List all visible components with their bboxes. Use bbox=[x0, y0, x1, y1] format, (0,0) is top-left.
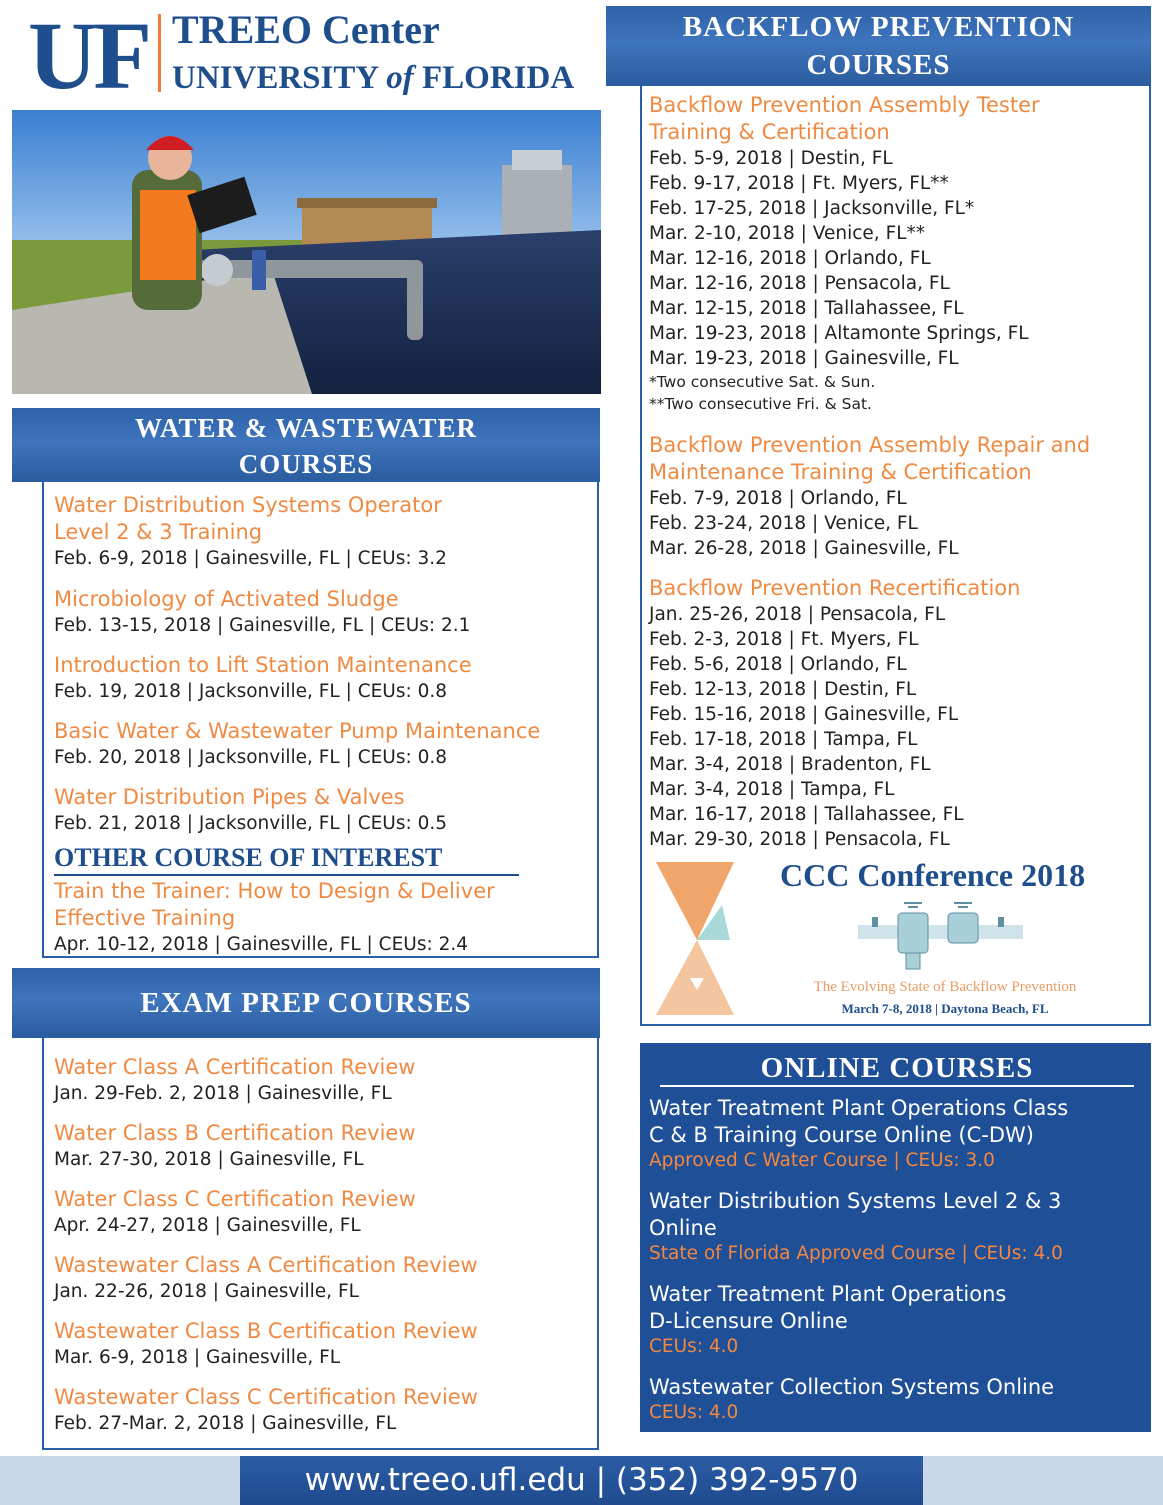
course-detail: Mar. 6-9, 2018 | Gainesville, FL bbox=[54, 1347, 341, 1368]
online-course-item bbox=[649, 1188, 1063, 1266]
course-item bbox=[54, 492, 447, 571]
course-item bbox=[649, 432, 1090, 561]
online-courses-heading: ONLINE COURSES bbox=[660, 1051, 1134, 1087]
course-title[interactable]: Train the Trainer: How to Design & Deliver bbox=[54, 879, 495, 903]
banner-line-2: COURSES bbox=[238, 449, 374, 479]
date-row: Feb. 15-16, 2018 | Gainesville, FL bbox=[649, 704, 959, 725]
course-title[interactable]: Wastewater Class B Certification Review bbox=[54, 1319, 478, 1343]
exam-prep-banner: EXAM PREP COURSES bbox=[12, 968, 600, 1038]
course-item bbox=[54, 1054, 415, 1106]
university-of: of bbox=[386, 60, 414, 96]
footnote: *Two consecutive Sat. & Sun. bbox=[649, 373, 876, 391]
banner-line-2: COURSES bbox=[806, 49, 951, 81]
university-post: FLORIDA bbox=[413, 60, 575, 96]
course-title[interactable]: Backflow Prevention Recertification bbox=[649, 576, 1021, 600]
course-item bbox=[54, 784, 447, 836]
course-item bbox=[54, 1318, 478, 1370]
date-row: Mar. 26-28, 2018 | Gainesville, FL bbox=[649, 538, 959, 559]
online-course-title[interactable]: Water Treatment Plant Operations Class bbox=[649, 1096, 1069, 1120]
conference-title: CCC Conference 2018 bbox=[780, 857, 1086, 893]
course-item bbox=[54, 1186, 416, 1238]
course-detail: Jan. 29-Feb. 2, 2018 | Gainesville, FL bbox=[54, 1083, 392, 1104]
course-item bbox=[54, 652, 472, 704]
online-course-item bbox=[649, 1281, 1006, 1359]
course-detail: Feb. 21, 2018 | Jacksonville, FL | CEUs: 0.5 bbox=[54, 813, 448, 834]
other-course-heading: OTHER COURSE OF INTEREST bbox=[54, 842, 519, 876]
course-detail: Feb. 13-15, 2018 | Gainesville, FL | CEUs: 2.1 bbox=[54, 615, 471, 636]
course-detail: Jan. 22-26, 2018 | Gainesville, FL bbox=[54, 1281, 359, 1302]
date-row: Feb. 12-13, 2018 | Destin, FL bbox=[649, 679, 917, 700]
online-courses-panel bbox=[640, 1043, 1151, 1432]
online-course-detail: CEUs: 4.0 bbox=[649, 1336, 739, 1357]
conference-subtitle: The Evolving State of Backflow Prevention bbox=[813, 979, 1077, 995]
date-row: Mar. 12-15, 2018 | Tallahassee, FL bbox=[649, 298, 964, 319]
date-row: Feb. 17-25, 2018 | Jacksonville, FL* bbox=[649, 198, 975, 219]
date-row: Mar. 12-16, 2018 | Orlando, FL bbox=[649, 248, 931, 269]
online-course-title-cont[interactable]: C & B Training Course Online (C-DW) bbox=[649, 1123, 1034, 1147]
date-row: Jan. 25-26, 2018 | Pensacola, FL bbox=[649, 604, 946, 625]
course-title[interactable]: Water Class B Certification Review bbox=[54, 1121, 416, 1145]
online-course-title-cont[interactable]: Online bbox=[649, 1216, 717, 1240]
course-item bbox=[54, 1120, 416, 1172]
course-detail: Apr. 24-27, 2018 | Gainesville, FL bbox=[54, 1215, 361, 1236]
course-title-cont[interactable]: Level 2 & 3 Training bbox=[54, 520, 263, 544]
date-row: Feb. 23-24, 2018 | Venice, FL bbox=[649, 513, 918, 534]
course-title[interactable]: Wastewater Class A Certification Review bbox=[54, 1253, 478, 1277]
date-row: Feb. 7-9, 2018 | Orlando, FL bbox=[649, 488, 907, 509]
course-title[interactable]: Water Distribution Systems Operator bbox=[54, 493, 442, 517]
date-row: Feb. 5-6, 2018 | Orlando, FL bbox=[649, 654, 907, 675]
course-title[interactable]: Water Class A Certification Review bbox=[54, 1055, 416, 1079]
university-pre: UNIVERSITY bbox=[172, 60, 387, 96]
water-wastewater-banner bbox=[12, 408, 600, 482]
header-photo-water-treatment-worker bbox=[12, 110, 601, 394]
course-title[interactable]: Basic Water & Wastewater Pump Maintenance bbox=[54, 719, 541, 743]
online-course-title[interactable]: Wastewater Collection Systems Online bbox=[649, 1375, 1055, 1399]
exam-prep-box bbox=[42, 1036, 599, 1450]
course-title-cont[interactable]: Effective Training bbox=[54, 906, 236, 930]
course-item bbox=[54, 1252, 478, 1304]
course-item bbox=[649, 92, 1040, 415]
university-name bbox=[172, 62, 574, 95]
online-course-item bbox=[649, 1374, 1054, 1425]
course-title[interactable]: Wastewater Class C Certification Review bbox=[54, 1385, 478, 1409]
conference-date: March 7-8, 2018 | Daytona Beach, FL bbox=[841, 1001, 1049, 1016]
date-row: Feb. 5-9, 2018 | Destin, FL bbox=[649, 148, 893, 169]
conference-hourglass-graphic bbox=[652, 860, 742, 1020]
course-item bbox=[54, 718, 540, 770]
logo-divider bbox=[158, 14, 161, 92]
course-detail: Feb. 19, 2018 | Jacksonville, FL | CEUs: 0.8 bbox=[54, 681, 448, 702]
online-course-detail: Approved C Water Course | CEUs: 3.0 bbox=[649, 1150, 995, 1171]
treeo-center-title: TREEO Center bbox=[172, 7, 440, 52]
course-item bbox=[54, 586, 470, 638]
course-item bbox=[649, 575, 1020, 852]
online-course-item bbox=[649, 1095, 1068, 1173]
online-course-detail: State of Florida Approved Course | CEUs: 4.0 bbox=[649, 1243, 1063, 1264]
date-row: Mar. 19-23, 2018 | Altamonte Springs, FL bbox=[649, 323, 1029, 344]
date-row: Feb. 9-17, 2018 | Ft. Myers, FL** bbox=[649, 173, 949, 194]
course-title-cont[interactable]: Maintenance Training & Certification bbox=[649, 460, 1032, 484]
banner-line-1: BACKFLOW PREVENTION bbox=[682, 11, 1075, 43]
course-detail: Feb. 6-9, 2018 | Gainesville, FL | CEUs: 3.2 bbox=[54, 548, 447, 569]
date-row: Mar. 3-4, 2018 | Tampa, FL bbox=[649, 779, 895, 800]
uf-logo-mark: UF bbox=[28, 2, 148, 109]
course-title[interactable]: Water Distribution Pipes & Valves bbox=[54, 785, 405, 809]
backflow-assembly-icon bbox=[858, 895, 1023, 975]
online-course-title-cont[interactable]: D-Licensure Online bbox=[649, 1309, 848, 1333]
course-title[interactable]: Water Class C Certification Review bbox=[54, 1187, 416, 1211]
date-row: Mar. 29-30, 2018 | Pensacola, FL bbox=[649, 829, 950, 850]
date-row: Feb. 17-18, 2018 | Tampa, FL bbox=[649, 729, 918, 750]
date-row: Feb. 2-3, 2018 | Ft. Myers, FL bbox=[649, 629, 919, 650]
online-course-title[interactable]: Water Distribution Systems Level 2 & 3 bbox=[649, 1189, 1062, 1213]
course-title[interactable]: Microbiology of Activated Sludge bbox=[54, 587, 399, 611]
course-detail: Feb. 27-Mar. 2, 2018 | Gainesville, FL bbox=[54, 1413, 397, 1434]
footer-contact[interactable]: www.treeo.ufl.edu | (352) 392-9570 bbox=[240, 1456, 923, 1505]
online-course-title[interactable]: Water Treatment Plant Operations bbox=[649, 1282, 1007, 1306]
course-title[interactable]: Introduction to Lift Station Maintenance bbox=[54, 653, 472, 677]
date-row: Mar. 3-4, 2018 | Bradenton, FL bbox=[649, 754, 931, 775]
course-detail: Mar. 27-30, 2018 | Gainesville, FL bbox=[54, 1149, 364, 1170]
course-title-cont[interactable]: Training & Certification bbox=[649, 120, 890, 144]
course-detail: Apr. 10-12, 2018 | Gainesville, FL | CEUs: 2.4 bbox=[54, 934, 468, 955]
course-item bbox=[54, 1384, 478, 1436]
date-row: Mar. 16-17, 2018 | Tallahassee, FL bbox=[649, 804, 964, 825]
online-course-detail: CEUs: 4.0 bbox=[649, 1402, 739, 1423]
banner-line-1: WATER & WASTEWATER bbox=[134, 413, 478, 443]
date-row: Mar. 12-16, 2018 | Pensacola, FL bbox=[649, 273, 950, 294]
date-row: Mar. 19-23, 2018 | Gainesville, FL bbox=[649, 348, 959, 369]
course-detail: Feb. 20, 2018 | Jacksonville, FL | CEUs: 0.8 bbox=[54, 747, 448, 768]
backflow-banner bbox=[606, 6, 1151, 86]
footnote: **Two consecutive Fri. & Sat. bbox=[649, 395, 872, 413]
course-item bbox=[54, 878, 495, 957]
date-row: Mar. 2-10, 2018 | Venice, FL** bbox=[649, 223, 926, 244]
course-title[interactable]: Backflow Prevention Assembly Repair and bbox=[649, 433, 1091, 457]
water-wastewater-box bbox=[42, 480, 599, 958]
course-title[interactable]: Backflow Prevention Assembly Tester bbox=[649, 93, 1040, 117]
